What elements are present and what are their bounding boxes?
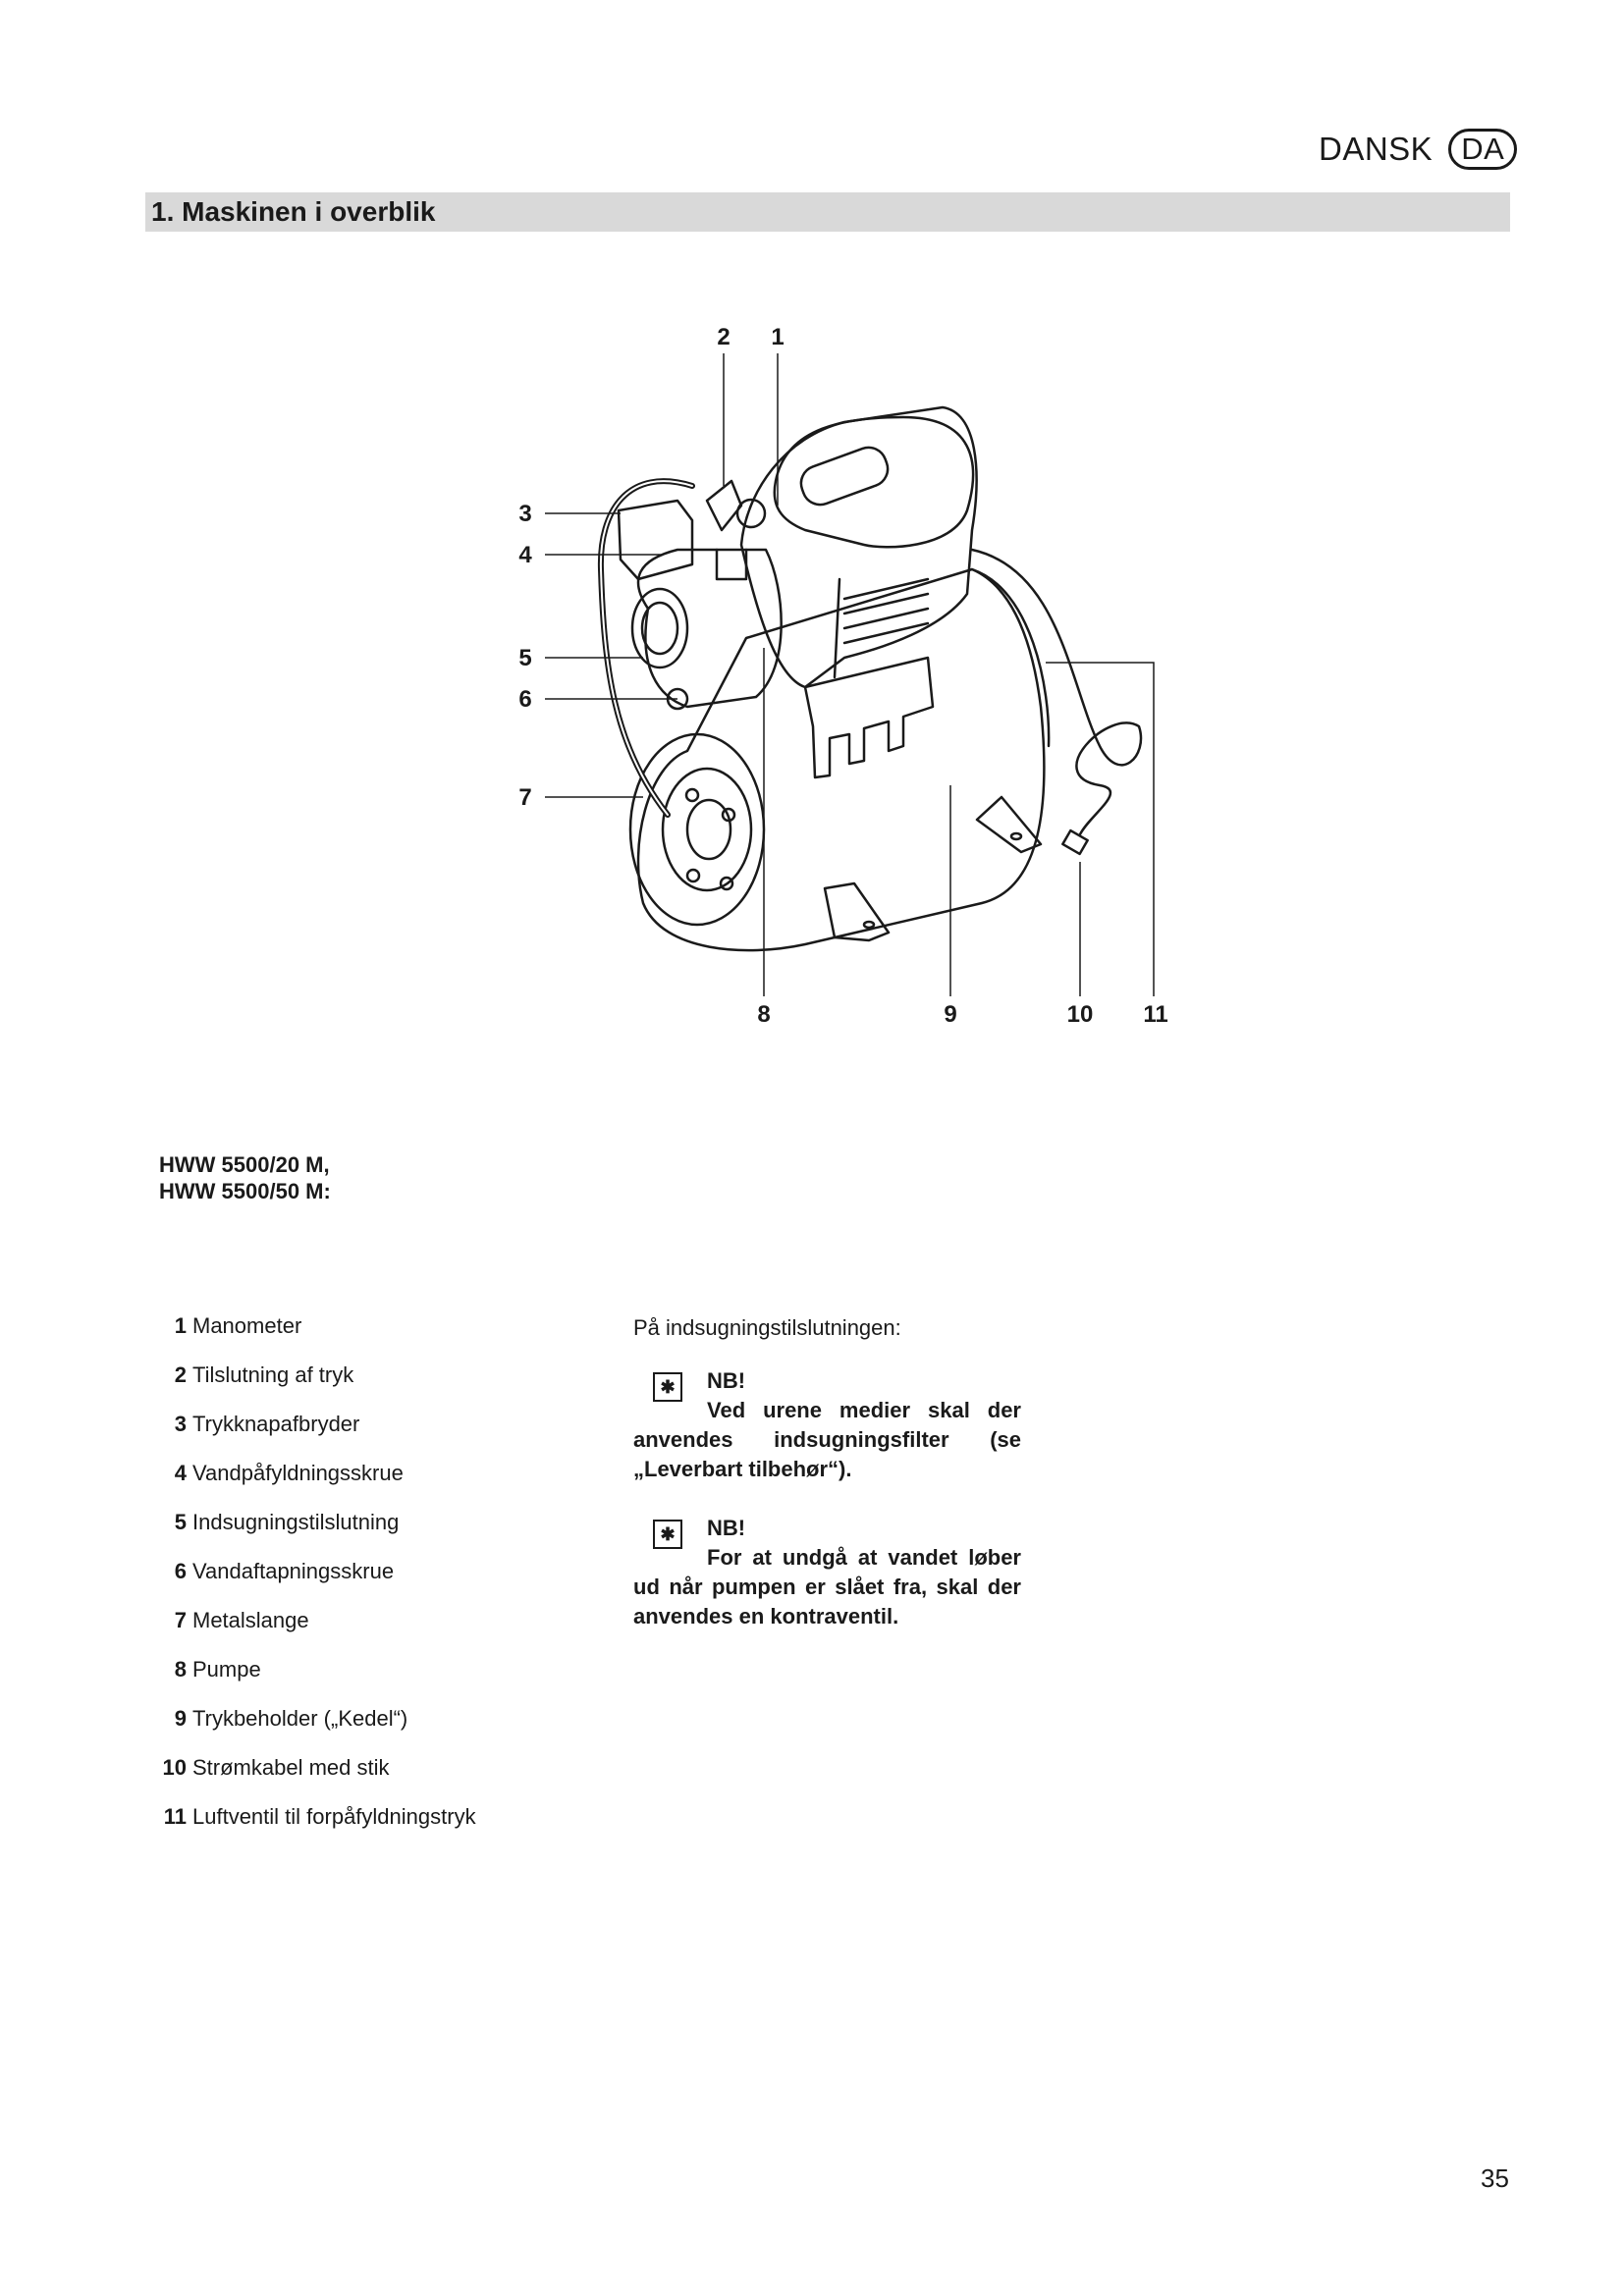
- list-item: 7 Metalslange: [174, 1608, 309, 1632]
- carry-handle: [775, 417, 973, 547]
- callout-1: 1: [771, 324, 785, 350]
- pump-diagram: [0, 0, 1624, 1080]
- callout-4: 4: [518, 542, 532, 568]
- intake-intro: På indsugningstilslutningen:: [633, 1315, 901, 1340]
- model-name: HWW 5500/20 M,: [159, 1152, 330, 1177]
- list-item: 4 Vandpåfyldningsskrue: [174, 1461, 404, 1485]
- page-number: 35: [1481, 2163, 1509, 2193]
- list-item: 3 Trykknapafbryder: [174, 1412, 360, 1436]
- callout-11: 11: [1143, 1001, 1168, 1028]
- callout-6: 6: [518, 686, 532, 713]
- tank-end-cap: [630, 734, 764, 925]
- note-text: Ved urene medier skal der anvendes indsugningsfilter (se „Leverbart tilbehør“).: [633, 1398, 1021, 1481]
- list-item: 11 Luftventil til forpåfyldningstryk: [163, 1804, 476, 1829]
- callout-7: 7: [518, 784, 532, 811]
- callout-10: 10: [1066, 1001, 1094, 1028]
- list-item: 8 Pumpe: [174, 1657, 261, 1682]
- warning-icon: ✱: [653, 1520, 682, 1549]
- note-block: [633, 1514, 1021, 1631]
- list-item: 9 Trykbeholder („Kedel“): [174, 1706, 408, 1731]
- callout-5: 5: [518, 645, 532, 671]
- note-text: For at undgå at vandet løber ud når pumpen er slået fra, skal der anvendes en kontraventil.: [633, 1545, 1021, 1629]
- parts-legend: [159, 1311, 476, 1851]
- tank-body: [638, 569, 1044, 950]
- pressure-switch: [619, 501, 692, 579]
- callout-2: 2: [717, 324, 731, 350]
- callout-8: 8: [757, 1001, 771, 1028]
- language-label: DANSK: [1319, 131, 1434, 167]
- mount-bracket: [805, 658, 933, 777]
- language-badge: DA: [1448, 129, 1517, 170]
- note-title: NB!: [707, 1516, 746, 1540]
- callout-3: 3: [518, 501, 532, 527]
- list-item: 5 Indsugningstilslutning: [174, 1510, 400, 1534]
- list-item: 1 Manometer: [174, 1313, 302, 1338]
- list-item: 2 Tilslutning af tryk: [174, 1362, 354, 1387]
- list-item: 6 Vandaftapningsskrue: [174, 1559, 395, 1583]
- note-block: [633, 1366, 1021, 1484]
- intake-notes: [633, 1313, 1021, 1661]
- note-title: NB!: [707, 1368, 746, 1393]
- section-title: 1. Maskinen i overblik: [151, 196, 436, 227]
- tank-foot-back: [977, 797, 1041, 852]
- model-list: [159, 1151, 331, 1204]
- power-cable: [972, 550, 1141, 834]
- callout-9: 9: [944, 1001, 957, 1028]
- list-item: 10 Strømkabel med stik: [162, 1755, 390, 1780]
- warning-icon: ✱: [653, 1372, 682, 1402]
- model-name: HWW 5500/50 M:: [159, 1179, 331, 1203]
